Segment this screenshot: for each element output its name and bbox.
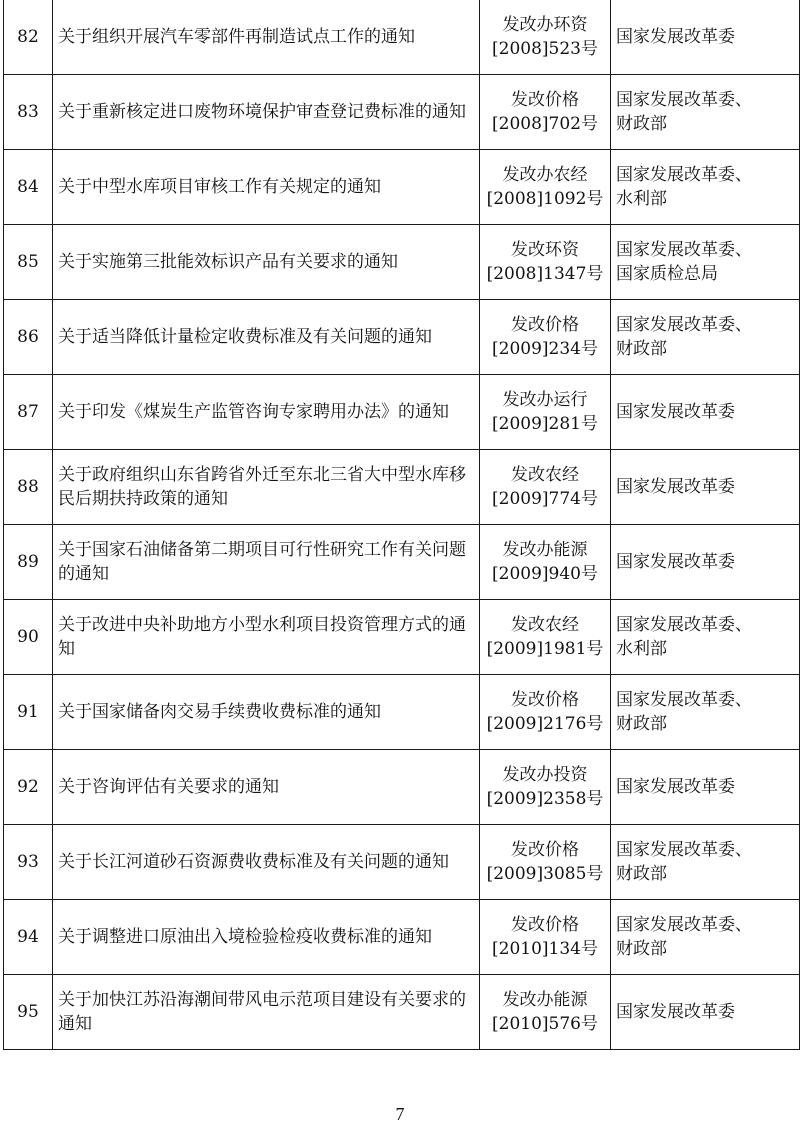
document-number: 发改价格 [2010]134号 [480,899,611,974]
table-row [4,599,800,674]
table-row [4,824,800,899]
issuing-department: 国家发展改革委 [611,374,800,449]
document-table [3,0,800,1050]
row-number: 91 [4,674,53,749]
row-number: 83 [4,74,53,149]
issuing-department: 国家发展改革委、 财政部 [611,74,800,149]
page-number: 7 [395,1104,405,1124]
document-title: 关于长江河道砂石资源费收费标准及有关问题的通知 [53,824,480,899]
issuing-department: 国家发展改革委 [611,0,800,74]
table-row [4,0,800,74]
table-row [4,74,800,149]
document-title: 关于适当降低计量检定收费标准及有关问题的通知 [53,299,480,374]
table-row [4,374,800,449]
table-row [4,749,800,824]
document-number: 发改价格 [2008]702号 [480,74,611,149]
document-number: 发改办能源 [2009]940号 [480,524,611,599]
row-number: 87 [4,374,53,449]
document-number: 发改农经 [2009]774号 [480,449,611,524]
document-title: 关于实施第三批能效标识产品有关要求的通知 [53,224,480,299]
document-number: 发改办环资 [2008]523号 [480,0,611,74]
issuing-department: 国家发展改革委 [611,524,800,599]
document-title: 关于加快江苏沿海潮间带风电示范项目建设有关要求的通知 [53,974,480,1049]
document-table-body [4,0,800,1049]
table-row [4,149,800,224]
issuing-department: 国家发展改革委 [611,974,800,1049]
row-number: 82 [4,0,53,74]
document-title: 关于重新核定进口废物环境保护审查登记费标准的通知 [53,74,480,149]
issuing-department: 国家发展改革委、 水利部 [611,149,800,224]
document-title: 关于印发《煤炭生产监管咨询专家聘用办法》的通知 [53,374,480,449]
document-number: 发改办投资 [2009]2358号 [480,749,611,824]
row-number: 84 [4,149,53,224]
issuing-department: 国家发展改革委、 财政部 [611,674,800,749]
row-number: 85 [4,224,53,299]
row-number: 86 [4,299,53,374]
table-row [4,524,800,599]
row-number: 89 [4,524,53,599]
row-number: 94 [4,899,53,974]
document-number: 发改办能源 [2010]576号 [480,974,611,1049]
issuing-department: 国家发展改革委、 水利部 [611,599,800,674]
document-title: 关于组织开展汽车零部件再制造试点工作的通知 [53,0,480,74]
document-title: 关于国家储备肉交易手续费收费标准的通知 [53,674,480,749]
issuing-department: 国家发展改革委、 财政部 [611,299,800,374]
issuing-department: 国家发展改革委、 财政部 [611,899,800,974]
document-title: 关于咨询评估有关要求的通知 [53,749,480,824]
row-number: 95 [4,974,53,1049]
row-number: 88 [4,449,53,524]
document-title: 关于政府组织山东省跨省外迁至东北三省大中型水库移民后期扶持政策的通知 [53,449,480,524]
row-number: 92 [4,749,53,824]
document-title: 关于调整进口原油出入境检验检疫收费标准的通知 [53,899,480,974]
table-row [4,674,800,749]
document-number: 发改价格 [2009]234号 [480,299,611,374]
document-number: 发改价格 [2009]3085号 [480,824,611,899]
document-number: 发改价格 [2009]2176号 [480,674,611,749]
table-row [4,299,800,374]
issuing-department: 国家发展改革委、 国家质检总局 [611,224,800,299]
table-row [4,899,800,974]
document-title: 关于国家石油储备第二期项目可行性研究工作有关问题的通知 [53,524,480,599]
row-number: 93 [4,824,53,899]
document-number: 发改办农经 [2008]1092号 [480,149,611,224]
row-number: 90 [4,599,53,674]
table-row [4,224,800,299]
document-number: 发改办运行 [2009]281号 [480,374,611,449]
issuing-department: 国家发展改革委 [611,749,800,824]
table-row [4,449,800,524]
table-row [4,974,800,1049]
issuing-department: 国家发展改革委、 财政部 [611,824,800,899]
issuing-department: 国家发展改革委 [611,449,800,524]
document-title: 关于中型水库项目审核工作有关规定的通知 [53,149,480,224]
document-title: 关于改进中央补助地方小型水利项目投资管理方式的通知 [53,599,480,674]
document-number: 发改环资 [2008]1347号 [480,224,611,299]
document-number: 发改农经 [2009]1981号 [480,599,611,674]
